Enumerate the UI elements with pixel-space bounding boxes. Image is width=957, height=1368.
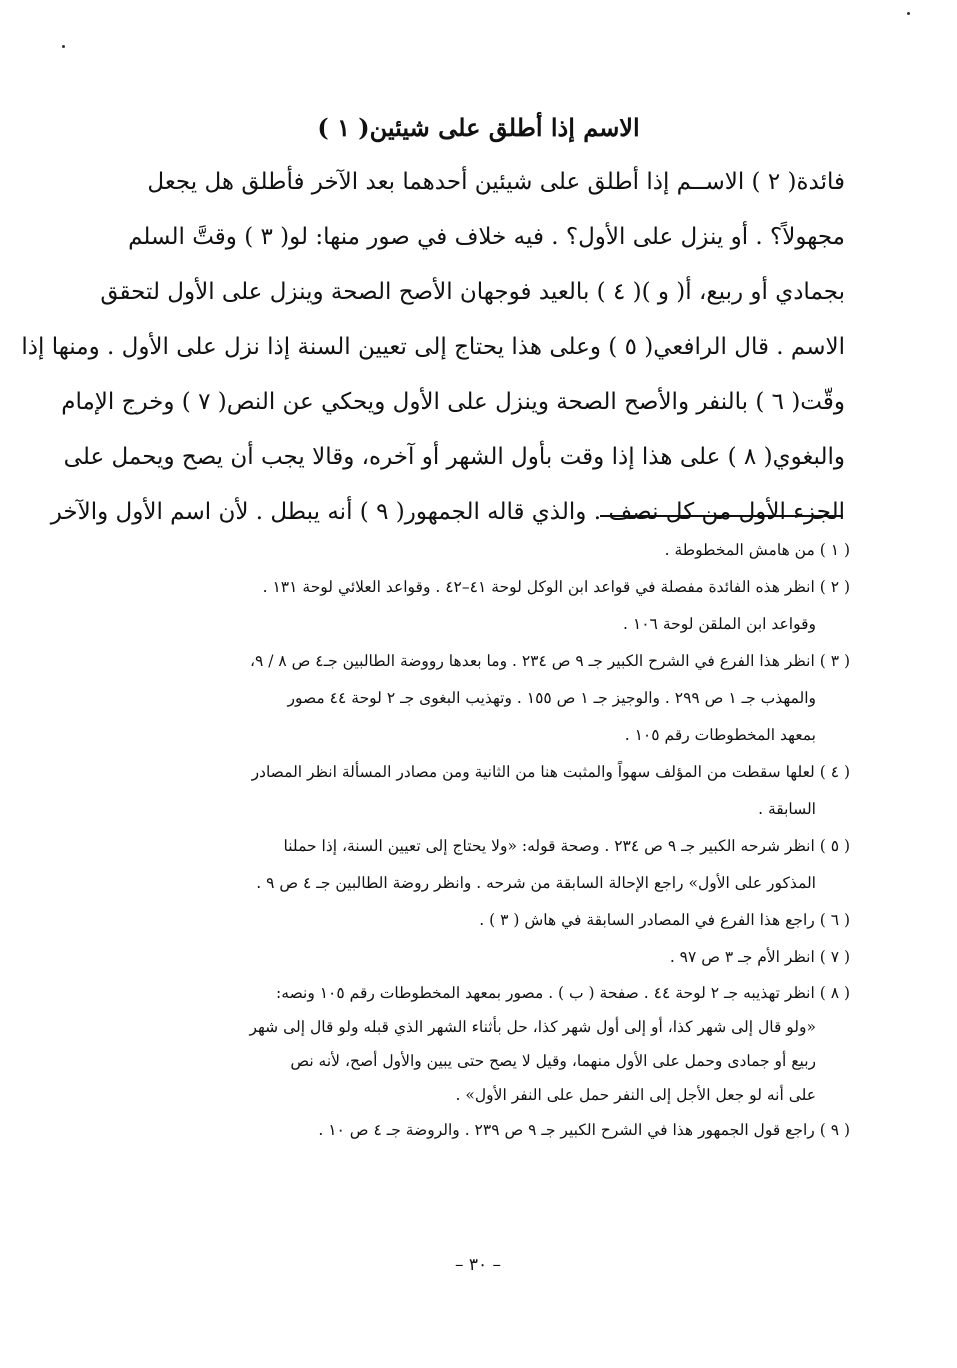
- main-text-line: فائدة( ٢ ) الاســم إذا أطلق على شيئين أحدهما بعد الآخر فأطلق هل يجعل: [147, 169, 845, 195]
- scan-speck: [907, 12, 910, 15]
- main-text-line: والبغوي( ٨ ) على هذا إذا وقت بأول الشهر أو آخره، وقالا يجب أن يصح ويحمل على: [63, 444, 845, 470]
- footnote-line: ( ٤ ) لعلها سقطت من المؤلف سهواً والمثبت هنا من الثانية ومن مصادر المسألة انظر المصادر: [251, 763, 850, 781]
- footnote-2: [110, 569, 850, 643]
- main-text-line: الاسم . قال الرافعي( ٥ ) وعلى هذا يحتاج إلى تعيين السنة إذا نزل على الأول . ومنها إذا: [21, 334, 845, 360]
- footnote-line: ( ٩ ) راجع قول الجمهور هذا في الشرح الكبير جـ ٩ ص ٢٣٩ . والروضة جـ ٤ ص ١٠ .: [318, 1121, 850, 1139]
- footnote-line: ربيع أو جمادى وحمل على الأول منهما، وقيل لا يصح حتى يبين والأول أصح، لأنه نص: [290, 1052, 816, 1070]
- footnote-line: بمعهد المخطوطات رقم ١٠٥ .: [624, 726, 816, 744]
- footnote-9: [110, 1112, 850, 1149]
- footnote-5: [110, 828, 850, 902]
- footnote-line: المذكور على الأول» راجع الإحالة السابقة من شرحه . وانظر روضة الطالبين جـ ٤ ص ٩ .: [256, 874, 816, 892]
- footnote-8: [110, 976, 850, 1112]
- main-text-line: مجهولاً؟ . أو ينزل على الأول؟ . فيه خلاف في صور منها: لو( ٣ ) وقتَّ السلم: [128, 224, 845, 250]
- main-text-line: الجزء الأول من كل نصف . والذي قاله الجمهور( ٩ ) أنه يبطل . لأن اسم الأول والآخر: [50, 499, 845, 525]
- main-text: [21, 155, 845, 540]
- footnote-line: ( ٧ ) انظر الأم جـ ٣ ص ٩٧ .: [669, 948, 850, 966]
- footnote-1: [110, 532, 850, 569]
- main-text-line: بجمادي أو ربيع، أ( و )( ٤ ) بالعيد فوجهان الأصح الصحة وينزل على الأول لتحقق: [100, 279, 845, 305]
- footnote-line: والمهذب جـ ١ ص ٢٩٩ . والوجيز جـ ١ ص ١٥٥ . وتهذيب البغوى جـ ٢ لوحة ٤٤ مصور: [287, 689, 816, 707]
- footnote-line: ( ٦ ) راجع هذا الفرع في المصادر السابقة في هاش ( ٣ ) .: [479, 911, 850, 929]
- footnotes: [110, 532, 850, 1149]
- footnote-line: ( ٢ ) انظر هذه الفائدة مفصلة في قواعد ابن الوكل لوحة ٤١–٤٢ . وقواعد العلائي لوحة ١٣١ .: [262, 578, 850, 596]
- footnote-7: [110, 939, 850, 976]
- footnote-line: ( ٣ ) انظر هذا الفرع في الشرح الكبير جـ ٩ ص ٢٣٤ . وما بعدها رووضة الطالبين جـ٤ ص ٨ / ٩،: [249, 652, 850, 670]
- footnote-line: السابقة .: [758, 800, 816, 818]
- footnote-line: ( ٥ ) انظر شرحه الكبير جـ ٩ ص ٢٣٤ . وصحة قوله: «ولا يحتاج إلى تعيين السنة، إذا حملنا: [283, 837, 850, 855]
- footnote-3: [110, 643, 850, 754]
- footnote-6: [110, 902, 850, 939]
- footnote-line: ( ٨ ) انظر تهذيبه جـ ٢ لوحة ٤٤ . صفحة ( ب ) . مصور بمعهد المخطوطات رقم ١٠٥ ونصه:: [276, 984, 850, 1002]
- footnote-line: على أنه لو جعل الأجل إلى النفر حمل على النفر الأول» .: [455, 1086, 816, 1104]
- footnote-line: ( ١ ) من هامش المخطوطة .: [664, 541, 850, 559]
- main-text-line: وقّت( ٦ ) بالنفر والأصح الصحة وينزل على الأول ويحكي عن النص( ٧ ) وخرج الإمام: [61, 389, 845, 415]
- scan-speck: [62, 45, 65, 48]
- footnote-line: «ولو قال إلى شهر كذا، أو إلى أول شهر كذا، حل بأثناء الشهر الذي قبله ولو قال إلى شهر: [249, 1018, 816, 1036]
- section-title: الاسم إذا أطلق على شيئين( ١ ): [317, 113, 640, 143]
- page-number: – ٣٠ –: [454, 1255, 502, 1275]
- footnote-separator: [600, 515, 843, 517]
- footnote-4: [110, 754, 850, 828]
- footnote-line: وقواعد ابن الملقن لوحة ١٠٦ .: [623, 615, 816, 633]
